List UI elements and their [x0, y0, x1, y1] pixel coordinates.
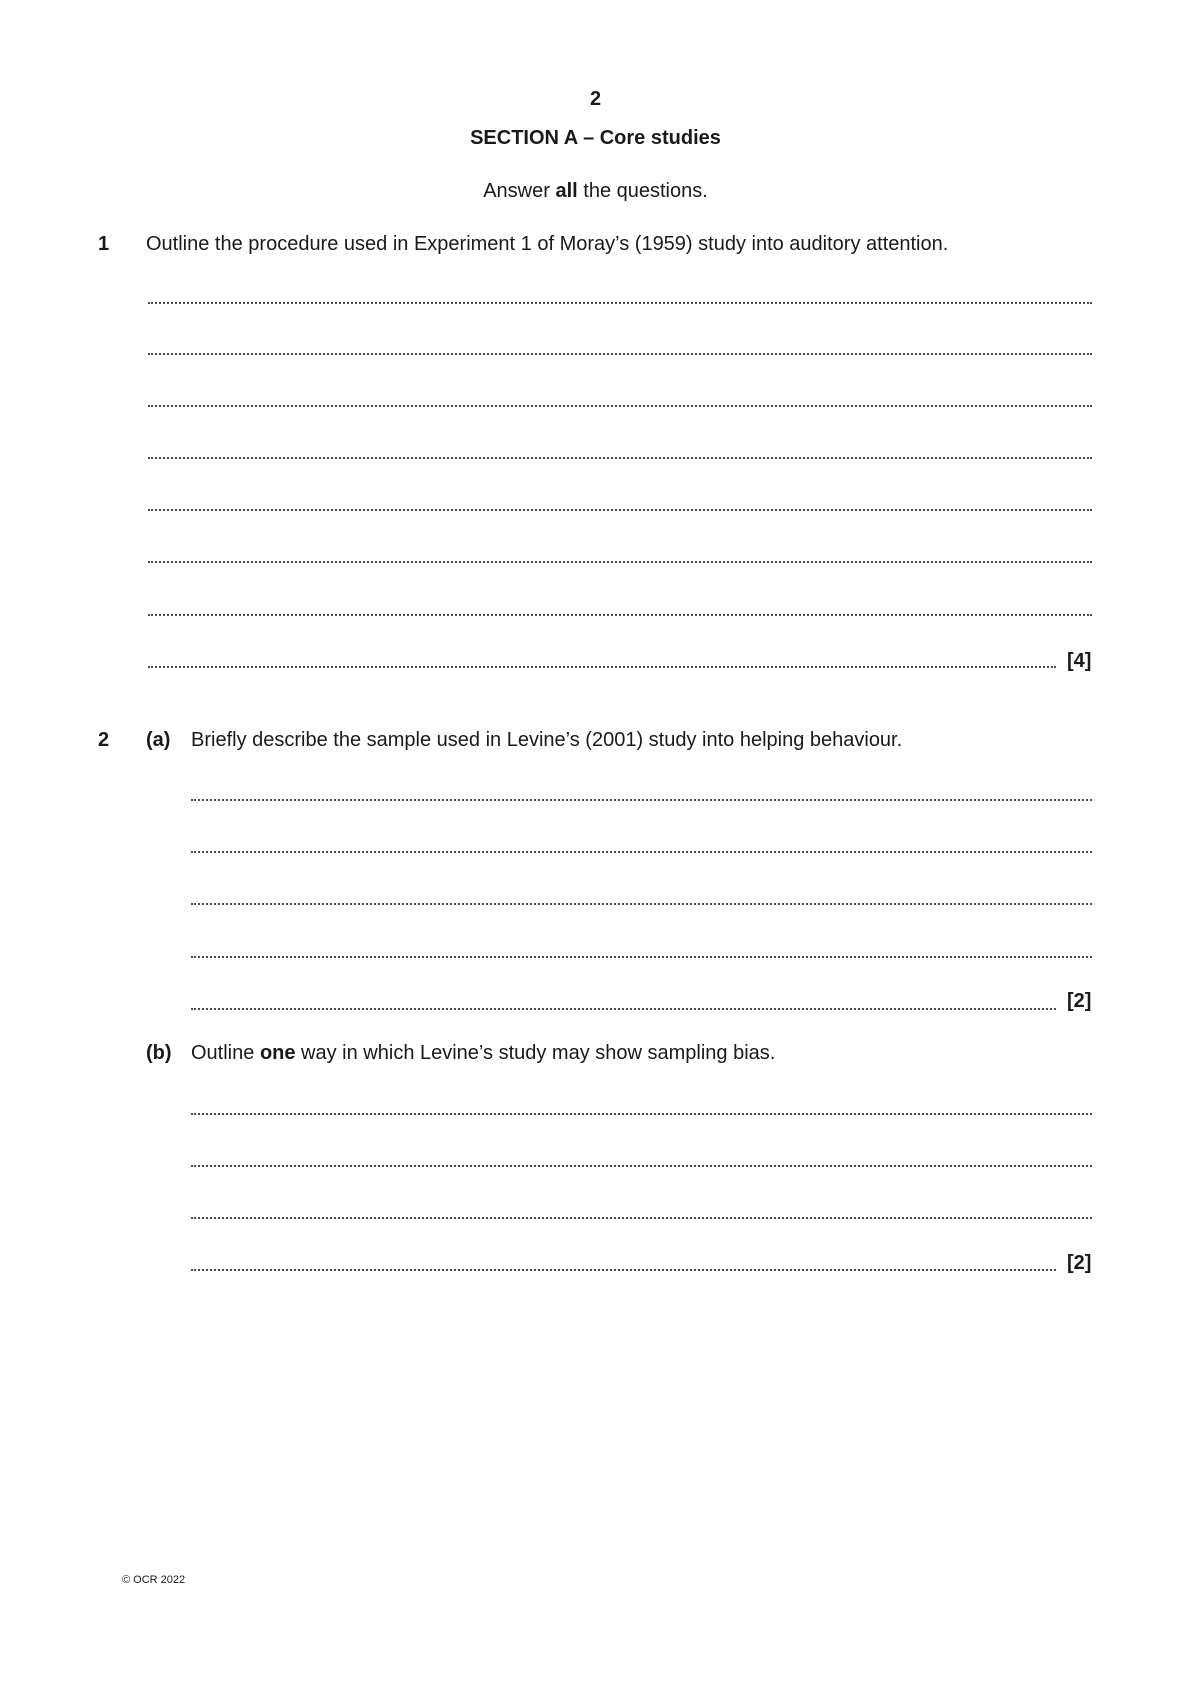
- question-1-text: Outline the procedure used in Experiment 1 of Moray’s (1959) study into auditory attention.: [146, 233, 949, 255]
- instruction-after: the questions.: [577, 180, 708, 202]
- instruction: [0, 180, 1191, 203]
- answer-line[interactable]: [191, 956, 1092, 958]
- question-2b-emphasis: one: [259, 1042, 296, 1064]
- answer-line[interactable]: [191, 851, 1092, 853]
- answer-line[interactable]: [148, 353, 1092, 355]
- question-1-number: 1: [98, 233, 110, 255]
- answer-line[interactable]: [148, 457, 1092, 459]
- answer-line[interactable]: [148, 666, 1056, 668]
- answer-line[interactable]: [148, 405, 1092, 407]
- question-2b-text-before: Outline: [191, 1042, 260, 1064]
- marks-q2a: [2]: [1067, 990, 1092, 1012]
- question-2b-label: (b): [146, 1042, 172, 1064]
- marks-q1: [4]: [1067, 650, 1092, 672]
- copyright-footer: © OCR 2022: [122, 1574, 186, 1586]
- section-title: SECTION A – Core studies: [470, 127, 721, 149]
- question-2a-text: Briefly describe the sample used in Levine’s (2001) study into helping behaviour.: [191, 729, 903, 751]
- question-2-number: 2: [98, 729, 110, 751]
- question-2b-text-after: way in which Levine’s study may show sampling bias.: [295, 1042, 776, 1064]
- answer-line[interactable]: [191, 799, 1092, 801]
- answer-line[interactable]: [148, 614, 1092, 616]
- answer-line[interactable]: [191, 903, 1092, 905]
- instruction-emphasis: all: [555, 180, 578, 202]
- answer-line[interactable]: [148, 561, 1092, 563]
- question-2a-label: (a): [146, 729, 171, 751]
- answer-line[interactable]: [191, 1008, 1056, 1010]
- answer-line[interactable]: [191, 1165, 1092, 1167]
- marks-q2b: [2]: [1067, 1252, 1092, 1274]
- answer-line[interactable]: [148, 302, 1092, 304]
- answer-line[interactable]: [148, 509, 1092, 511]
- question-2b-text: [191, 1042, 775, 1065]
- answer-line[interactable]: [191, 1113, 1092, 1115]
- answer-line[interactable]: [191, 1269, 1056, 1271]
- page-number: 2: [589, 88, 602, 110]
- answer-line[interactable]: [191, 1217, 1092, 1219]
- instruction-before: Answer: [483, 180, 556, 202]
